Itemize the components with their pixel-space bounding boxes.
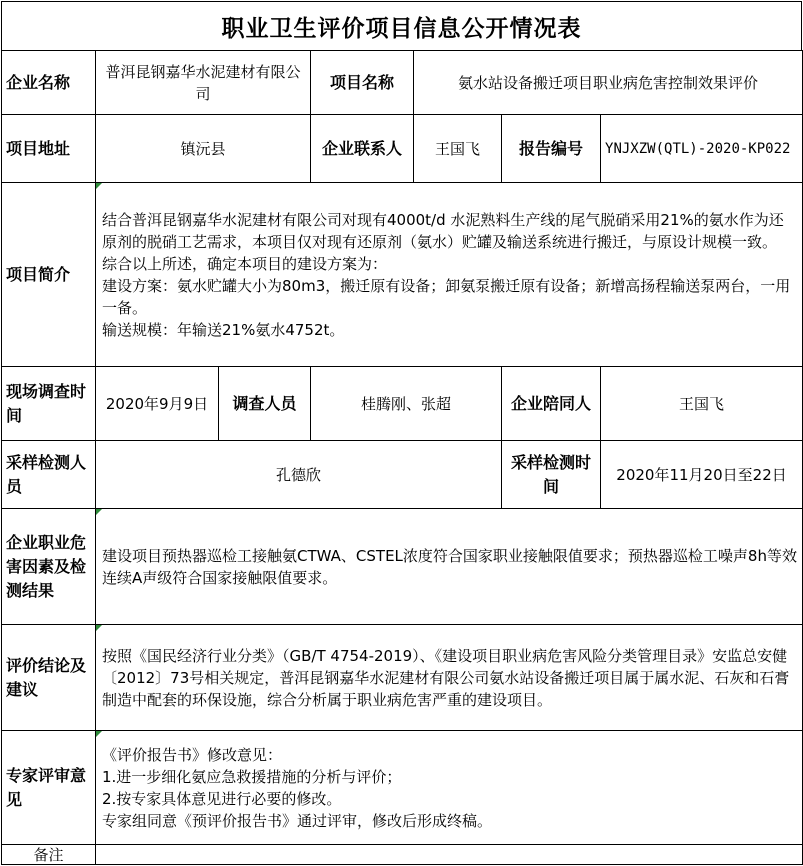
row-conclusion xyxy=(2,625,803,731)
value-project-address: 镇沅县 xyxy=(96,115,311,183)
label-project-address: 项目地址 xyxy=(2,115,96,183)
row-survey xyxy=(2,367,803,441)
label-expert-review: 专家评审意见 xyxy=(2,731,96,845)
value-company-name: 普洱昆钢嘉华水泥建材有限公司 xyxy=(96,51,311,115)
value-sampling-time: 2020年11月20日至22日 xyxy=(601,441,803,509)
label-company-contact: 企业联系人 xyxy=(311,115,414,183)
value-report-number: YNJXZW(QTL)-2020-KP022 xyxy=(601,115,803,183)
row-remarks xyxy=(2,845,803,865)
label-report-number: 报告编号 xyxy=(502,115,601,183)
row-company xyxy=(2,51,803,115)
intro-paragraph: 综合以上所述，确定本项目的建设方案为： xyxy=(102,254,388,273)
label-remarks: 备注 xyxy=(2,845,96,865)
value-expert-review xyxy=(96,731,803,845)
review-line: 《评价报告书》修改意见： xyxy=(102,745,283,764)
value-company-escort: 王国飞 xyxy=(601,367,803,441)
label-sampling-time: 采样检测时间 xyxy=(502,441,601,509)
label-sampling-staff: 采样检测人员 xyxy=(2,441,96,509)
intro-paragraph: 建设方案：氨水贮罐大小为80m3，搬迁原有设备；卸氨泵搬迁原有设备；新增高扬程输送泵两台，一用一备。 xyxy=(102,276,791,317)
row-intro xyxy=(2,183,803,367)
label-surveyors: 调查人员 xyxy=(219,367,311,441)
value-project-name: 氨水站设备搬迁项目职业病危害控制效果评价 xyxy=(414,51,803,115)
label-company-name: 企业名称 xyxy=(2,51,96,115)
row-sampling xyxy=(2,441,803,509)
value-survey-time: 2020年9月9日 xyxy=(96,367,219,441)
label-project-intro: 项目简介 xyxy=(2,183,96,367)
label-project-name: 项目名称 xyxy=(311,51,414,115)
value-conclusion: 按照《国民经济行业分类》（GB/T 4754-2019）、《建设项目职业病危害风险分类管理目录》安监总安健〔2012〕73号相关规定，普洱昆钢嘉华水泥建材有限公司氨水站设备搬迁项目属于属水泥、石灰和石膏制造中配套的环保设施，综合分析属于职业病危害严重的建设项目。 xyxy=(96,625,803,731)
label-survey-time: 现场调查时间 xyxy=(2,367,96,441)
page-title: 职业卫生评价项目信息公开情况表 xyxy=(1,1,802,50)
info-table xyxy=(1,50,803,865)
review-line: 2.按专家具体意见进行必要的修改。 xyxy=(102,789,342,808)
value-remarks xyxy=(96,845,803,865)
intro-paragraph: 结合普洱昆钢嘉华水泥建材有限公司对现有4000t/d 水泥熟料生产线的尾气脱硝采用21%的氨水作为还原剂的脱硝工艺需求，本项目仅对现有还原剂（氨水）贮罐及输送系统进行搬迁，与原设计规模一致。 xyxy=(102,210,784,251)
label-company-escort: 企业陪同人 xyxy=(502,367,601,441)
value-sampling-staff: 孔德欣 xyxy=(96,441,502,509)
value-company-contact: 王国飞 xyxy=(414,115,502,183)
review-line: 专家组同意《预评价报告书》通过评审，修改后形成终稿。 xyxy=(102,811,493,830)
value-surveyors: 桂腾刚、张超 xyxy=(311,367,502,441)
value-hazard-results: 建设项目预热器巡检工接触氨CTWA、CSTEL浓度符合国家职业接触限值要求；预热器巡检工噪声8h等效连续A声级符合国家接触限值要求。 xyxy=(96,509,803,625)
intro-paragraph: 输送规模：年输送21%氨水4752t。 xyxy=(102,320,345,339)
review-line: 1.进一步细化氨应急救援措施的分析与评价； xyxy=(102,767,402,786)
label-conclusion: 评价结论及建议 xyxy=(2,625,96,731)
value-project-intro xyxy=(96,183,803,367)
label-hazard-results: 企业职业危害因素及检测结果 xyxy=(2,509,96,625)
row-expert-review xyxy=(2,731,803,845)
row-address xyxy=(2,115,803,183)
row-hazard xyxy=(2,509,803,625)
